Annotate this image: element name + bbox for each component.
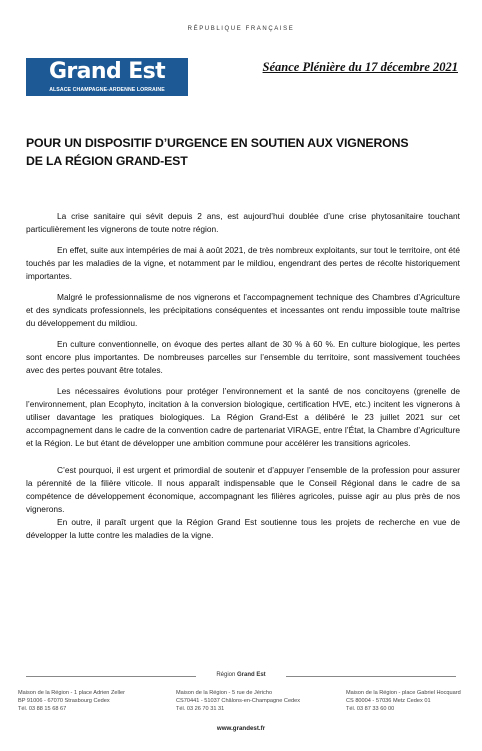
address-line: BP 91006 - 67070 Strasbourg Cedex: [18, 698, 110, 704]
paragraph: En effet, suite aux intempéries de mai à août 2021, de très nombreux exploitants, sur tout le territoire, ont été touchés par les maladies de la vigne, et notamment par le mildiou, engendrant des pertes de récolte historiquement importantes.: [26, 245, 460, 281]
address-metz: [346, 689, 461, 713]
document-title: [26, 134, 466, 170]
document-body: [26, 210, 460, 550]
address-line: Maison de la Région - 5 rue de Jéricho: [176, 690, 273, 696]
website-link[interactable]: www.grandest.fr: [216, 725, 266, 732]
logo-wordmark: Grand Est: [48, 59, 166, 84]
address-line: CS70441 - 51037 Châlons-en-Champagne Cedex: [176, 698, 301, 704]
address-phone: Tél. 03 26 70 31 31: [176, 706, 225, 712]
address-line: CS 80004 - 57036 Metz Cedex 01: [346, 698, 431, 704]
address-phone: Tél. 03 87 33 60 00: [346, 706, 395, 712]
address-strasbourg: [18, 689, 125, 713]
footer-title-bold: Grand Est: [237, 672, 266, 678]
seance-date: Séance Plénière du 17 décembre 2021: [262, 60, 458, 74]
document-title-line1: POUR UN DISPOSITIF D’URGENCE EN SOUTIEN AUX VIGNERONS: [26, 136, 409, 150]
address-phone: Tél. 03 88 15 68 67: [18, 706, 67, 712]
paragraph: C’est pourquoi, il est urgent et primordial de soutenir et d’appuyer l’ensemble de la profession pour assurer la pérennité de la filière viticole. Il nous apparaît indispensable que le Conseil Régional dans le cadre de sa compétence de développement économique, accompagnant les filières agricoles, puisse agir au plus près de nos vignerons.: [26, 465, 460, 514]
paragraph: Les nécessaires évolutions pour protéger l’environnement et la santé de nos concitoyens (grenelle de l’environnement, plan Ecophyto, incitation à la conversion biologique, certification HVE, etc.) incitent les vignerons à utiliser davantage les pratiques biologiques. La Région Grand-Est a délibéré le 23 juillet 2021 sur cet accompagnement dans le cadre de la convention cadre de partenariat VIRAGE, entre l’État, la Chambre d’Agriculture et la Région. Le but étant de développer une ambition commune pour accélérer les transitions agricoles.: [26, 386, 460, 448]
address-chalons: [176, 689, 300, 713]
republique-francaise-label: RÉPUBLIQUE FRANÇAISE: [187, 26, 295, 32]
address-line: Maison de la Région - 1 place Adrien Zeller: [18, 690, 125, 696]
grand-est-logo: [26, 58, 188, 96]
paragraph: En outre, il paraît urgent que la Région Grand Est soutienne tous les projets de recherche en vue de développer la lutte contre les maladies de la vigne.: [26, 517, 460, 540]
paragraph: La crise sanitaire qui sévit depuis 2 ans, est aujourd’hui doublée d’une crise phytosanitaire touchant particulièrement les vignerons de toute notre région.: [26, 211, 460, 234]
address-line: Maison de la Région - place Gabriel Hocquard: [346, 690, 461, 696]
paragraph: En culture conventionnelle, on évoque des pertes allant de 30 % à 60 %. En culture biologique, les pertes sont encore plus importantes. De nombreuses parcelles sur l’ensemble du territoire, sont massivement touchées avec des pertes pouvant être totales.: [26, 339, 460, 375]
footer-title-prefix: Région: [216, 672, 236, 678]
footer-title: [0, 672, 482, 678]
document-title-line2: DE LA RÉGION GRAND-EST: [26, 154, 188, 168]
paragraph: Malgré le professionnalisme de nos vignerons et l’accompagnement technique des Chambres d’Agriculture et des syndicats professionnels, les précipitations conséquentes et incessantes ont rendu impossible toute maîtrise du développement du mildiou.: [26, 292, 460, 328]
logo-subtitle: ALSACE CHAMPAGNE-ARDENNE LORRAINE: [26, 86, 188, 94]
